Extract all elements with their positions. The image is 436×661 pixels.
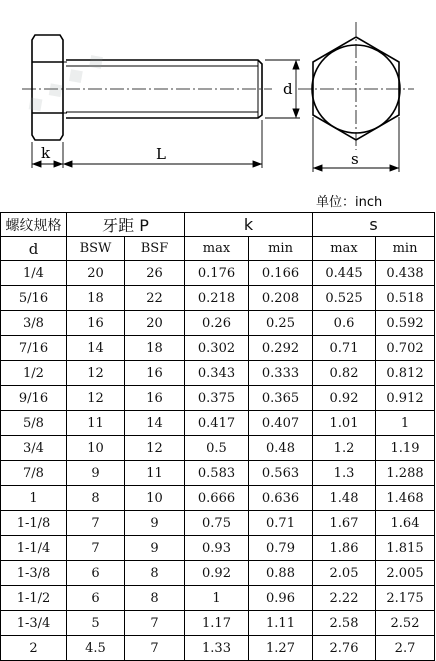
header-s-min: min xyxy=(376,237,435,261)
table-row xyxy=(1,386,435,411)
cell-pitch-bsf: 20 xyxy=(125,311,185,336)
cell-k-min: 0.25 xyxy=(249,311,313,336)
label-d: d xyxy=(283,80,293,98)
table-header-row xyxy=(1,213,435,237)
table-row xyxy=(1,561,435,586)
header-bsw: BSW xyxy=(67,237,125,261)
cell-pitch-bsw: 16 xyxy=(67,311,125,336)
cell-k-min: 0.208 xyxy=(249,286,313,311)
cell-s-min: 0.438 xyxy=(376,261,435,286)
bolt-drawing xyxy=(0,0,436,188)
header-bsf: BSF xyxy=(125,237,185,261)
header-thread-spec: 螺纹规格 xyxy=(1,213,67,237)
header-pitch: 牙距 P xyxy=(67,213,185,237)
cell-k-min: 0.333 xyxy=(249,361,313,386)
cell-k-min: 0.563 xyxy=(249,461,313,486)
cell-pitch-bsf: 16 xyxy=(125,361,185,386)
cell-thread-size: 1-1/4 xyxy=(1,536,67,561)
cell-thread-size: 1-3/4 xyxy=(1,611,67,636)
cell-thread-size: 9/16 xyxy=(1,386,67,411)
cell-pitch-bsw: 9 xyxy=(67,461,125,486)
cell-pitch-bsw: 14 xyxy=(67,336,125,361)
cell-s-min: 0.518 xyxy=(376,286,435,311)
cell-pitch-bsw: 7 xyxy=(67,536,125,561)
cell-k-min: 0.365 xyxy=(249,386,313,411)
cell-k-min: 0.88 xyxy=(249,561,313,586)
cell-k-max: 0.5 xyxy=(185,436,249,461)
cell-pitch-bsf: 10 xyxy=(125,486,185,511)
table-row xyxy=(1,411,435,436)
cell-k-max: 0.218 xyxy=(185,286,249,311)
header-s: s xyxy=(313,213,435,237)
cell-s-min: 1.64 xyxy=(376,511,435,536)
cell-s-max: 1.2 xyxy=(313,436,376,461)
cell-thread-size: 1/4 xyxy=(1,261,67,286)
cell-pitch-bsw: 20 xyxy=(67,261,125,286)
cell-k-min: 0.166 xyxy=(249,261,313,286)
cell-s-max: 1.67 xyxy=(313,511,376,536)
cell-s-max: 2.05 xyxy=(313,561,376,586)
header-k-max: max xyxy=(185,237,249,261)
dimension-k-L xyxy=(32,120,262,168)
cell-s-max: 0.71 xyxy=(313,336,376,361)
cell-k-max: 0.417 xyxy=(185,411,249,436)
table-row xyxy=(1,511,435,536)
cell-k-min: 0.636 xyxy=(249,486,313,511)
cell-pitch-bsw: 18 xyxy=(67,286,125,311)
table-row xyxy=(1,336,435,361)
label-s: s xyxy=(351,150,359,168)
cell-pitch-bsw: 6 xyxy=(67,561,125,586)
cell-k-max: 0.583 xyxy=(185,461,249,486)
cell-pitch-bsf: 26 xyxy=(125,261,185,286)
cell-s-max: 1.01 xyxy=(313,411,376,436)
cell-thread-size: 1/2 xyxy=(1,361,67,386)
cell-pitch-bsf: 11 xyxy=(125,461,185,486)
cell-thread-size: 1 xyxy=(1,486,67,511)
table-row xyxy=(1,636,435,661)
header-s-max: max xyxy=(313,237,376,261)
cell-s-min: 0.812 xyxy=(376,361,435,386)
bolt-side-view xyxy=(32,35,262,140)
unit-label: 单位：inch xyxy=(316,195,383,210)
cell-s-min: 0.702 xyxy=(376,336,435,361)
cell-s-max: 2.22 xyxy=(313,586,376,611)
cell-k-min: 0.407 xyxy=(249,411,313,436)
cell-pitch-bsf: 7 xyxy=(125,636,185,661)
table-row xyxy=(1,261,435,286)
cell-s-min: 1.288 xyxy=(376,461,435,486)
cell-thread-size: 3/8 xyxy=(1,311,67,336)
table-row xyxy=(1,486,435,511)
cell-s-max: 0.445 xyxy=(313,261,376,286)
cell-k-min: 1.27 xyxy=(249,636,313,661)
cell-k-max: 0.302 xyxy=(185,336,249,361)
cell-pitch-bsf: 14 xyxy=(125,411,185,436)
spec-table xyxy=(0,212,435,661)
table-row xyxy=(1,361,435,386)
cell-k-min: 0.48 xyxy=(249,436,313,461)
cell-pitch-bsf: 12 xyxy=(125,436,185,461)
label-k: k xyxy=(41,144,51,162)
table-row xyxy=(1,611,435,636)
table-row xyxy=(1,461,435,486)
cell-thread-size: 5/8 xyxy=(1,411,67,436)
table-row xyxy=(1,586,435,611)
cell-s-min: 2.7 xyxy=(376,636,435,661)
cell-k-max: 0.92 xyxy=(185,561,249,586)
cell-k-max: 0.375 xyxy=(185,386,249,411)
cell-s-min: 1.19 xyxy=(376,436,435,461)
cell-s-max: 2.58 xyxy=(313,611,376,636)
cell-s-min: 2.005 xyxy=(376,561,435,586)
table-row xyxy=(1,436,435,461)
cell-k-max: 0.75 xyxy=(185,511,249,536)
cell-k-max: 1.17 xyxy=(185,611,249,636)
cell-pitch-bsw: 10 xyxy=(67,436,125,461)
table-row xyxy=(1,311,435,336)
cell-pitch-bsf: 22 xyxy=(125,286,185,311)
cell-s-max: 0.92 xyxy=(313,386,376,411)
cell-s-min: 0.592 xyxy=(376,311,435,336)
table-row xyxy=(1,286,435,311)
cell-pitch-bsw: 12 xyxy=(67,361,125,386)
header-d: d xyxy=(1,237,67,261)
header-k: k xyxy=(185,213,313,237)
cell-pitch-bsw: 8 xyxy=(67,486,125,511)
cell-pitch-bsf: 16 xyxy=(125,386,185,411)
cell-thread-size: 2 xyxy=(1,636,67,661)
cell-pitch-bsf: 8 xyxy=(125,586,185,611)
cell-s-max: 0.6 xyxy=(313,311,376,336)
cell-pitch-bsw: 11 xyxy=(67,411,125,436)
cell-k-max: 0.176 xyxy=(185,261,249,286)
cell-pitch-bsf: 9 xyxy=(125,536,185,561)
cell-k-max: 0.93 xyxy=(185,536,249,561)
cell-k-max: 1.33 xyxy=(185,636,249,661)
cell-k-max: 0.343 xyxy=(185,361,249,386)
cell-k-min: 0.96 xyxy=(249,586,313,611)
cell-k-min: 1.11 xyxy=(249,611,313,636)
table-subheader-row xyxy=(1,237,435,261)
cell-s-max: 0.525 xyxy=(313,286,376,311)
cell-thread-size: 1-1/2 xyxy=(1,586,67,611)
cell-pitch-bsf: 9 xyxy=(125,511,185,536)
cell-pitch-bsw: 12 xyxy=(67,386,125,411)
cell-pitch-bsw: 6 xyxy=(67,586,125,611)
table-row xyxy=(1,536,435,561)
cell-s-min: 0.912 xyxy=(376,386,435,411)
label-L: L xyxy=(156,145,166,163)
cell-pitch-bsw: 7 xyxy=(67,511,125,536)
cell-k-max: 1 xyxy=(185,586,249,611)
cell-s-max: 2.76 xyxy=(313,636,376,661)
cell-s-max: 0.82 xyxy=(313,361,376,386)
cell-s-min: 1.468 xyxy=(376,486,435,511)
cell-pitch-bsw: 4.5 xyxy=(67,636,125,661)
cell-s-min: 2.52 xyxy=(376,611,435,636)
cell-k-max: 0.26 xyxy=(185,311,249,336)
watermark: ◆ ◆ ◆ ◆ xyxy=(21,46,110,119)
cell-thread-size: 5/16 xyxy=(1,286,67,311)
cell-s-min: 2.175 xyxy=(376,586,435,611)
cell-pitch-bsf: 8 xyxy=(125,561,185,586)
cell-s-max: 1.48 xyxy=(313,486,376,511)
cell-pitch-bsf: 18 xyxy=(125,336,185,361)
cell-thread-size: 1-1/8 xyxy=(1,511,67,536)
cell-thread-size: 3/4 xyxy=(1,436,67,461)
cell-pitch-bsw: 5 xyxy=(67,611,125,636)
cell-k-min: 0.292 xyxy=(249,336,313,361)
cell-k-max: 0.666 xyxy=(185,486,249,511)
cell-thread-size: 7/16 xyxy=(1,336,67,361)
cell-k-min: 0.71 xyxy=(249,511,313,536)
header-k-min: min xyxy=(249,237,313,261)
cell-s-max: 1.3 xyxy=(313,461,376,486)
cell-s-min: 1 xyxy=(376,411,435,436)
cell-s-min: 1.815 xyxy=(376,536,435,561)
cell-thread-size: 1-3/8 xyxy=(1,561,67,586)
cell-s-max: 1.86 xyxy=(313,536,376,561)
cell-thread-size: 7/8 xyxy=(1,461,67,486)
cell-pitch-bsf: 7 xyxy=(125,611,185,636)
cell-k-min: 0.79 xyxy=(249,536,313,561)
